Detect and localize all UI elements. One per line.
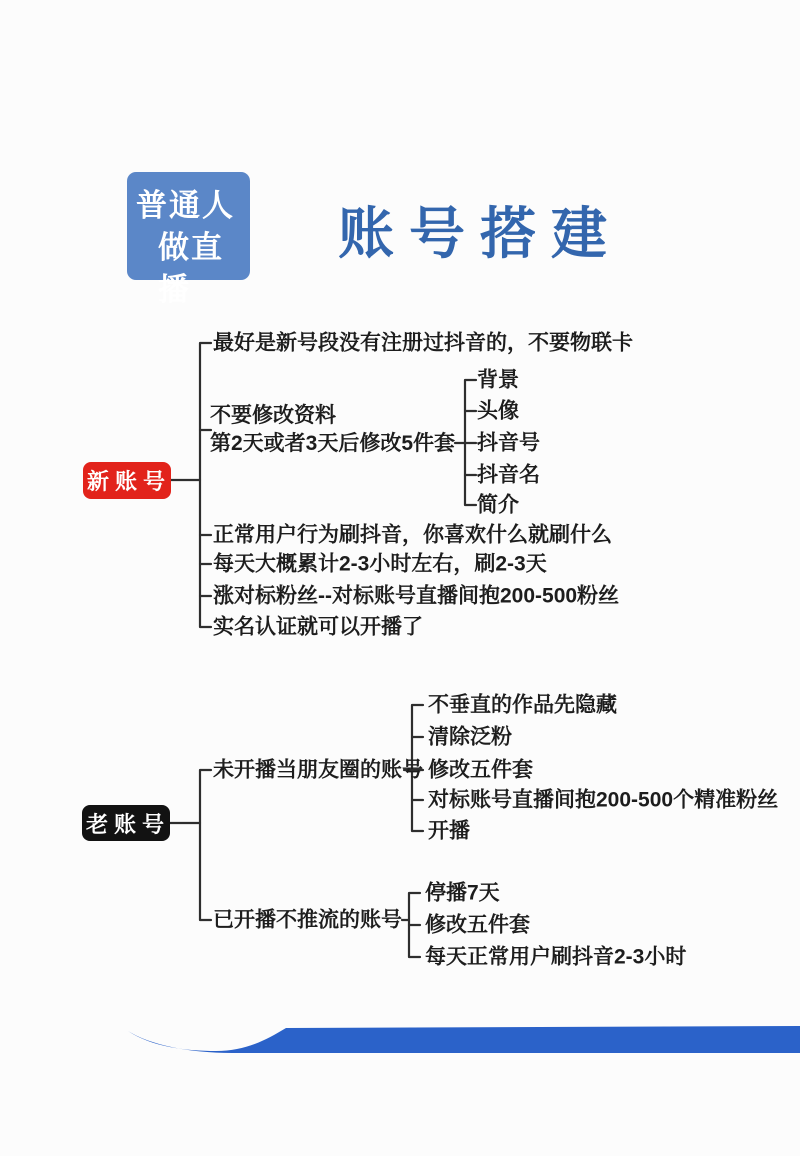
old-account-spine <box>200 770 211 920</box>
old-branch-1-item: 开播 <box>428 819 470 843</box>
new-branch-3: 正常用户行为刷抖音，你喜欢什么就刷什么 <box>213 523 612 547</box>
old-branch-1-item: 修改五件套 <box>428 758 533 782</box>
old-branch-2: 已开播不推流的账号 <box>213 908 402 932</box>
new-account-spine <box>200 343 211 627</box>
new-account-node: 新账号 <box>83 462 171 499</box>
five-piece-item: 简介 <box>477 493 519 517</box>
old-branch-2-item: 每天正常用户刷抖音2-3小时 <box>425 945 687 969</box>
badge-line2: 做直播 <box>158 230 224 307</box>
old-branch-1: 未开播当朋友圈的账号 <box>213 758 423 782</box>
five-piece-item: 抖音号 <box>477 431 540 455</box>
bottom-swoosh <box>128 1026 800 1053</box>
new-branch-2-line1: 不要修改资料 <box>210 404 336 427</box>
new-branch-2-line2: 第2天或者3天后修改5件套 <box>210 432 456 455</box>
old-branch-2-item: 修改五件套 <box>425 913 530 937</box>
new-branch-5: 涨对标粉丝--对标账号直播间抱200-500粉丝 <box>213 584 620 608</box>
new-branch-1: 最好是新号段没有注册过抖音的，不要物联卡 <box>213 331 633 355</box>
old-branch-1-item: 不垂直的作品先隐藏 <box>428 693 617 717</box>
new-branch-2 <box>210 402 455 458</box>
old-branch-1-item: 对标账号直播间抱200-500个精准粉丝 <box>428 788 779 812</box>
badge-line1: 普通人 <box>136 188 235 223</box>
old-account-node: 老账号 <box>82 805 170 841</box>
old-branch-2-item: 停播7天 <box>425 881 500 905</box>
old-branch-1-item: 清除泛粉 <box>428 725 512 749</box>
five-piece-item: 抖音名 <box>477 463 540 487</box>
brand-badge <box>127 172 250 307</box>
five-piece-item: 头像 <box>477 399 519 423</box>
new-branch-4: 每天大概累计2-3小时左右，刷2-3天 <box>213 552 547 576</box>
five-piece-item: 背景 <box>477 368 519 392</box>
new-branch-6: 实名认证就可以开播了 <box>213 615 423 639</box>
page-title: 账号搭建 <box>338 204 622 266</box>
